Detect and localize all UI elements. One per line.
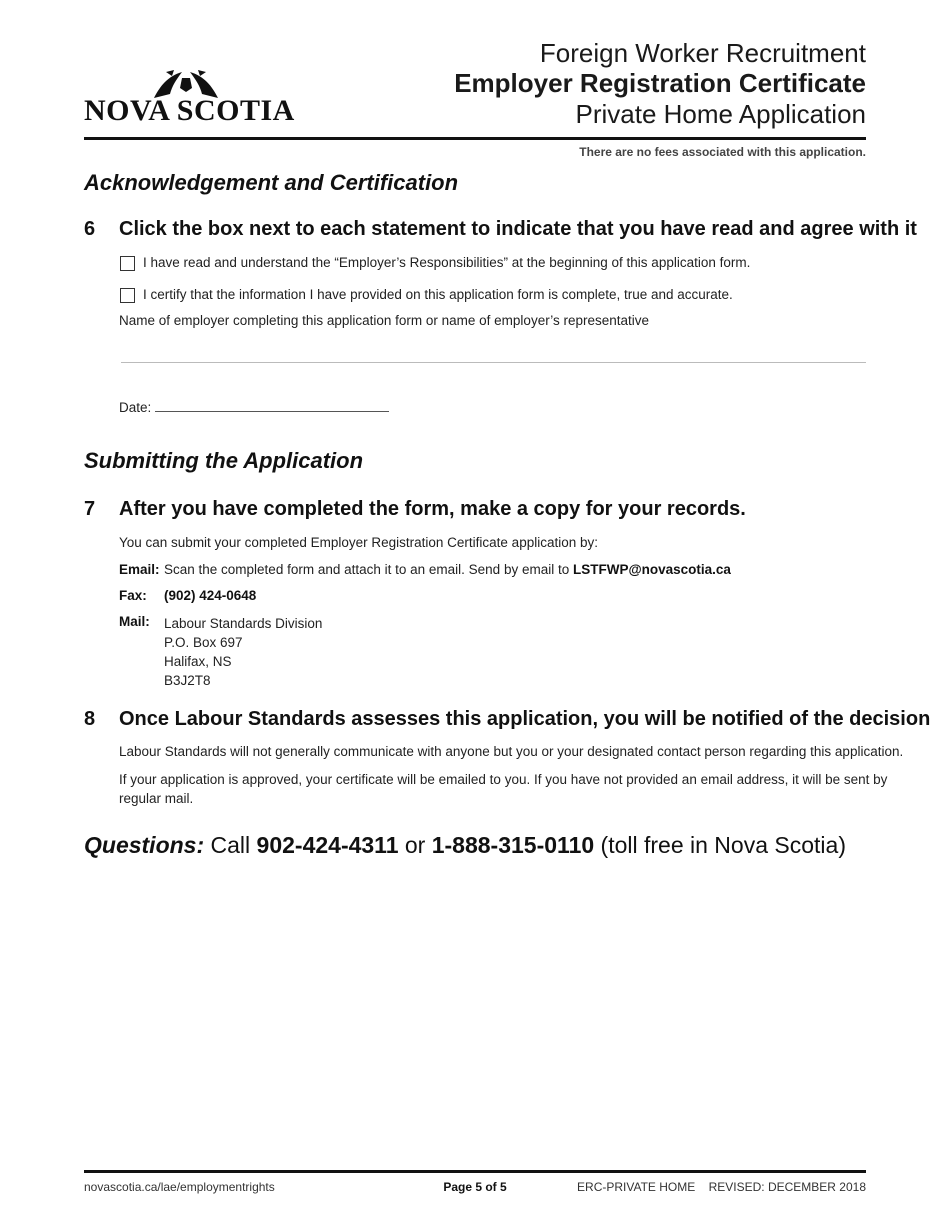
question-7-text: After you have completed the form, make a copy for your records. bbox=[119, 498, 746, 520]
nova-scotia-logo bbox=[84, 68, 296, 126]
employer-name-input[interactable] bbox=[121, 338, 866, 360]
question-7-number: 7 bbox=[84, 498, 96, 520]
certify-statement: I certify that the information I have provided on this application form is complete, true and accurate. bbox=[143, 287, 733, 302]
footer-url[interactable]: novascotia.ca/lae/employmentrights bbox=[84, 1180, 275, 1194]
email-instruction bbox=[164, 562, 731, 577]
mail-address bbox=[164, 614, 322, 690]
mail-address-line: Halifax, NS bbox=[164, 654, 232, 669]
header-form-title: Employer Registration Certificate bbox=[454, 68, 866, 98]
no-fees-note: There are no fees associated with this application. bbox=[579, 145, 866, 159]
questions-call: Call bbox=[210, 832, 251, 858]
mail-address-line: P.O. Box 697 bbox=[164, 635, 243, 650]
question-6-text: Click the box next to each statement to indicate that you have read and agree with it bbox=[119, 218, 917, 240]
mail-label: Mail: bbox=[119, 614, 150, 629]
date-input[interactable] bbox=[155, 392, 389, 410]
header-program: Foreign Worker Recruitment bbox=[539, 38, 866, 68]
footer-divider bbox=[84, 1170, 866, 1173]
questions-label: Questions: bbox=[84, 832, 205, 858]
date-line bbox=[155, 411, 389, 412]
email-address-link[interactable]: LSTFWP@novascotia.ca bbox=[572, 562, 731, 577]
decision-paragraph-2 bbox=[119, 770, 887, 808]
date-label: Date: bbox=[119, 400, 152, 415]
footer-revised: REVISED: DECEMBER 2018 bbox=[708, 1180, 866, 1194]
decision-paragraph-2-line: regular mail. bbox=[119, 791, 194, 806]
mail-address-line: B3J2T8 bbox=[164, 673, 211, 688]
question-8-text: Once Labour Standards assesses this application, you will be notified of the decision bbox=[119, 708, 931, 730]
submit-intro: You can submit your completed Employer Registration Certificate application by: bbox=[119, 535, 598, 550]
questions-or: or bbox=[404, 832, 426, 858]
decision-paragraph-2-line: If your application is approved, your certificate will be emailed to you. If you have not provided an email address, it will be sent by bbox=[119, 772, 888, 787]
header-divider bbox=[84, 137, 866, 140]
decision-paragraph-1: Labour Standards will not generally communicate with anyone but you or your designated contact person regarding this application. bbox=[119, 744, 904, 759]
responsibilities-checkbox[interactable] bbox=[120, 256, 135, 271]
email-instruction-text: Scan the completed form and attach it to an email. Send by email to bbox=[164, 562, 573, 577]
footer-form-id: ERC-PRIVATE HOME bbox=[577, 1180, 696, 1194]
question-6-number: 6 bbox=[84, 218, 96, 240]
phone-toll-free[interactable]: 1-888-315-0110 bbox=[431, 832, 595, 858]
email-label: Email: bbox=[119, 562, 160, 577]
ack-section-title: Acknowledgement and Certification bbox=[84, 170, 459, 195]
phone-local[interactable]: 902-424-4311 bbox=[256, 832, 399, 858]
employer-name-label: Name of employer completing this application form or name of employer’s representative bbox=[119, 313, 650, 328]
logo-wordmark: NOVA SCOTIA bbox=[84, 94, 295, 127]
fax-label: Fax: bbox=[119, 588, 147, 603]
footer-page-number: Page 5 of 5 bbox=[443, 1180, 507, 1194]
question-8-number: 8 bbox=[84, 708, 96, 730]
employer-name-line bbox=[121, 362, 866, 363]
questions-contact bbox=[84, 832, 846, 859]
submit-section-title: Submitting the Application bbox=[84, 448, 364, 473]
mail-address-line: Labour Standards Division bbox=[164, 616, 323, 631]
header-form-subtitle: Private Home Application bbox=[575, 99, 866, 129]
certify-checkbox[interactable] bbox=[120, 288, 135, 303]
footer-form-info bbox=[577, 1180, 866, 1194]
toll-free-note: (toll free in Nova Scotia) bbox=[600, 832, 846, 858]
fax-number: (902) 424-0648 bbox=[164, 588, 257, 603]
responsibilities-statement: I have read and understand the “Employer’s Responsibilities” at the beginning of this application form. bbox=[143, 255, 751, 270]
